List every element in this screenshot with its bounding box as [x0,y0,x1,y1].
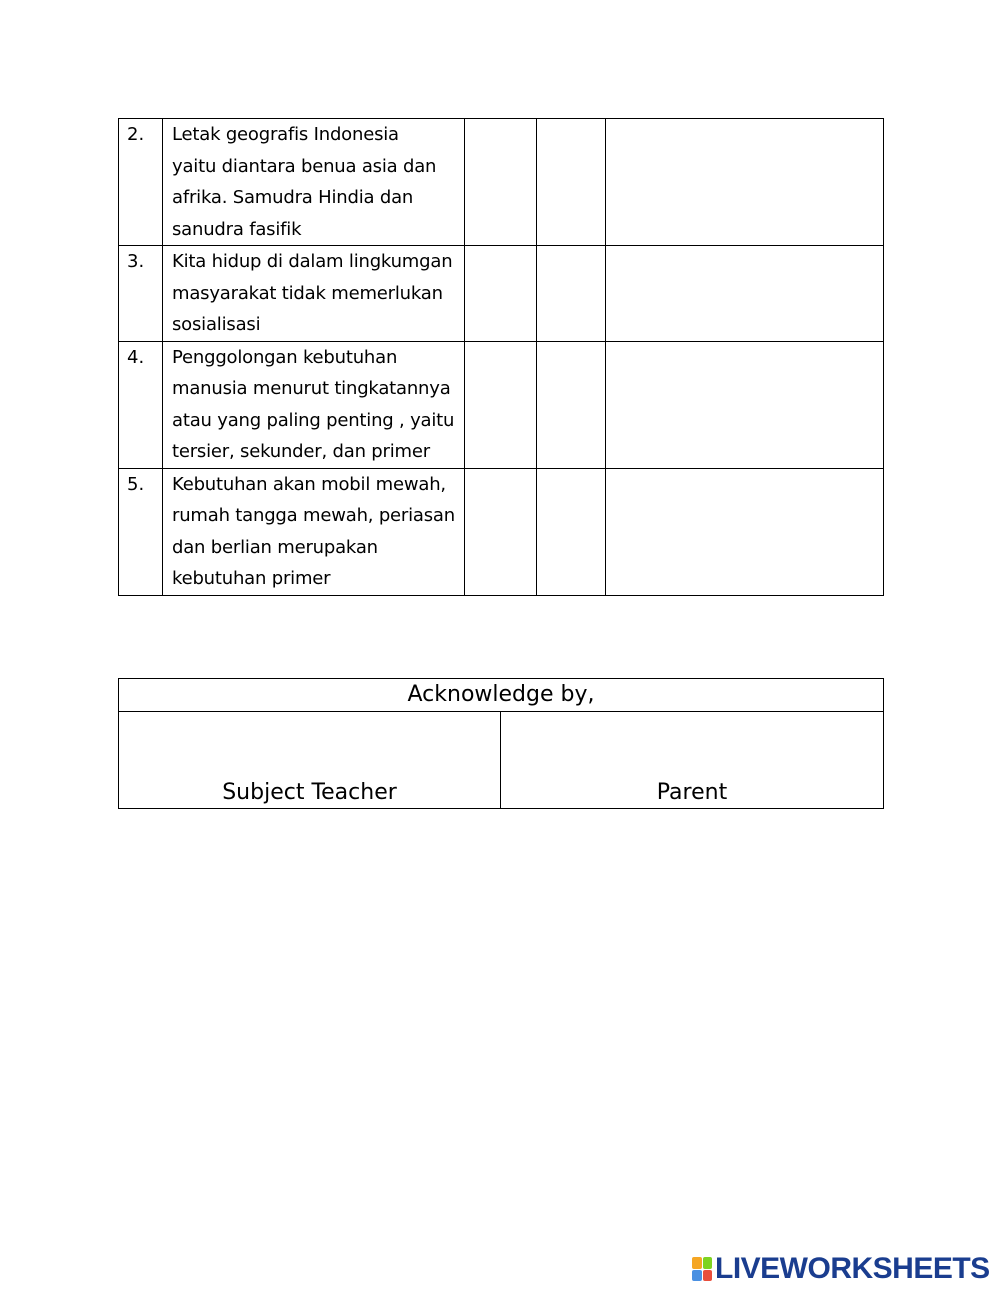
question-row [119,468,884,595]
statement-line: rumah tangga mewah, periasan [172,505,455,526]
question-number: 3. [119,246,163,342]
question-number: 4. [119,341,163,468]
correction-cell[interactable] [606,468,884,595]
logo-square [703,1270,713,1282]
question-statement [163,468,465,595]
question-row [119,119,884,246]
correction-cell[interactable] [606,119,884,246]
answer-true-cell[interactable] [465,119,537,246]
subject-teacher-signature: Subject Teacher [119,712,501,809]
question-row [119,246,884,342]
answer-false-cell[interactable] [537,246,606,342]
answer-true-cell[interactable] [465,246,537,342]
statement-line: dan berlian merupakan [172,536,378,558]
questions-table [118,118,884,596]
statement-line: kebutuhan primer [172,568,331,589]
statement-line: tersier, sekunder, dan primer [172,441,430,462]
correction-cell[interactable] [606,246,884,342]
answer-false-cell[interactable] [537,341,606,468]
question-row [119,341,884,468]
logo-square [703,1257,713,1269]
question-number: 2. [119,119,163,246]
answer-true-cell[interactable] [465,341,537,468]
statement-line: afrika. Samudra Hindia dan [172,187,414,208]
correction-cell[interactable] [606,341,884,468]
statement-line: Kita hidup di dalam lingkumgan [172,251,453,272]
statement-line: sanudra fasifik [172,218,302,240]
statement-line: Kebutuhan akan mobil mewah, [172,473,446,495]
brand-watermark [692,1254,990,1284]
question-statement [163,119,465,246]
statement-line: yaitu diantara benua asia dan [172,155,437,177]
answer-false-cell[interactable] [537,468,606,595]
answer-true-cell[interactable] [465,468,537,595]
statement-line: atau yang paling penting , yaitu [172,409,455,431]
question-statement [163,341,465,468]
brand-name: LIVEWORKSHEETS [715,1252,990,1285]
logo-square [692,1257,702,1269]
parent-signature: Parent [501,712,884,809]
liveworksheets-logo-icon [692,1257,712,1281]
question-number: 5. [119,468,163,595]
statement-line: masyarakat tidak memerlukan [172,282,443,304]
acknowledgement-table [118,678,884,809]
statement-line: Penggolongan kebutuhan [172,346,398,368]
answer-false-cell[interactable] [537,119,606,246]
question-statement [163,246,465,342]
acknowledge-header: Acknowledge by, [119,679,884,712]
statement-line: sosialisasi [172,314,261,335]
logo-square [692,1270,702,1282]
statement-line: Letak geografis Indonesia [172,124,399,145]
statement-line: manusia menurut tingkatannya [172,378,451,399]
